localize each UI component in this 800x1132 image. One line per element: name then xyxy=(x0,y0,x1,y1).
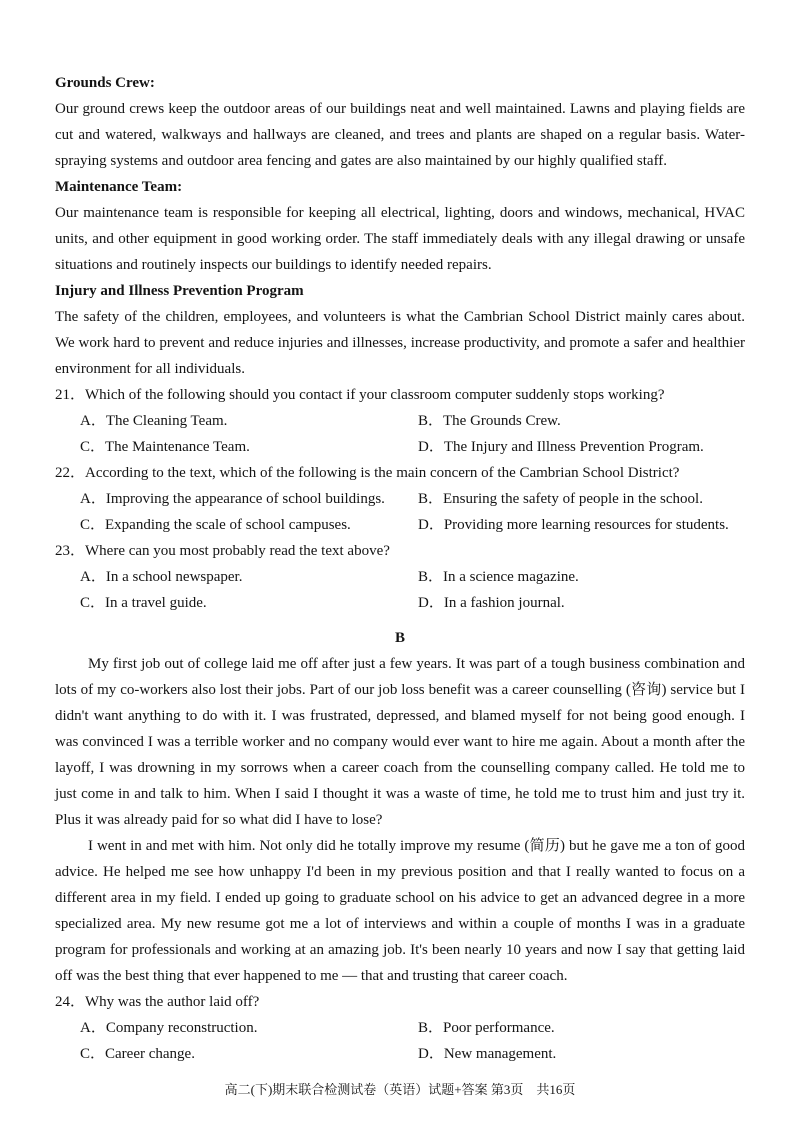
question-24-options-row-2 xyxy=(55,1041,745,1067)
option-label: B． xyxy=(418,413,444,429)
passage-a-heading-maintenance-team: Maintenance Team: xyxy=(55,179,183,195)
question-23-option-b xyxy=(418,564,745,590)
question-24 xyxy=(55,989,745,1067)
passage-a-body-maintenance-team: Our maintenance team is responsible for keeping all electrical, lighting, doors and windows, mechanical, HVAC units, and other equipment in good working order. The staff immediately deals with any illegal drawing or unsafe situations and routinely inspects our buildings to identify needed repairs. xyxy=(55,205,745,273)
question-23-option-d xyxy=(418,590,745,616)
question-21-options-row-1 xyxy=(55,408,745,434)
question-24-options-row-1 xyxy=(55,1015,745,1041)
question-21 xyxy=(55,382,745,460)
passage-a-heading-injury-program: Injury and Illness Prevention Program xyxy=(55,283,304,299)
question-22-options-row-1 xyxy=(55,486,745,512)
option-label: A． xyxy=(80,569,106,585)
option-label: C． xyxy=(80,517,106,533)
option-text: The Grounds Crew. xyxy=(443,413,561,429)
question-24-option-b xyxy=(418,1015,745,1041)
question-24-text: Why was the author laid off? xyxy=(85,994,260,1010)
question-21-options-row-2 xyxy=(55,434,745,460)
option-label: A． xyxy=(80,491,106,507)
question-21-option-a xyxy=(55,408,418,434)
passage-b xyxy=(55,625,745,989)
option-text: Poor performance. xyxy=(443,1020,555,1036)
question-22-text: According to the text, which of the following is the main concern of the Cambrian School District? xyxy=(85,465,680,481)
question-23-options-row-2 xyxy=(55,590,745,616)
question-23-stem xyxy=(55,538,745,564)
passage-a-body-grounds-crew: Our ground crews keep the outdoor areas of our buildings neat and well maintained. Lawns and playing fields are cut and watered, walkways and hallways are cleaned, and trees and plants are shaped on a regular basis. Water-spraying systems and outdoor area fencing and gates are also maintained by our highly qualified staff. xyxy=(55,101,745,169)
option-text: New management. xyxy=(443,1046,557,1062)
option-label: D． xyxy=(418,1046,444,1062)
option-text: In a school newspaper. xyxy=(105,569,243,585)
option-label: B． xyxy=(418,569,444,585)
option-text: The Maintenance Team. xyxy=(105,439,250,455)
question-22-option-b xyxy=(418,486,745,512)
question-23-options-row-1 xyxy=(55,564,745,590)
question-21-option-d xyxy=(418,434,745,460)
option-label: A． xyxy=(80,1020,106,1036)
option-label: D． xyxy=(418,595,444,611)
option-label: C． xyxy=(80,595,106,611)
question-24-number: 24． xyxy=(55,994,86,1010)
option-label: C． xyxy=(80,1046,106,1062)
question-21-text: Which of the following should you contact if your classroom computer suddenly stops working? xyxy=(85,387,665,403)
option-text: The Injury and Illness Prevention Program. xyxy=(443,439,704,455)
question-22-stem xyxy=(55,460,745,486)
question-23-number: 23． xyxy=(55,543,86,559)
option-label: C． xyxy=(80,439,106,455)
question-24-stem xyxy=(55,989,745,1015)
option-text: Company reconstruction. xyxy=(105,1020,258,1036)
option-label: D． xyxy=(418,517,444,533)
passage-b-paragraph-2: I went in and met with him. Not only did he totally improve my resume (简历) but he gave me a ton of good advice. He helped me see how unhappy I'd been in my previous position and that I really wanted to focus on a different area in my field. I ended up going to graduate school on his advice to get an advanced degree in a more specialized area. My new resume got me a lot of interviews and within a couple of months I was in a graduate program for professionals and working at an amazing job. It's been nearly 10 years and now I say that getting laid off was the best thing that ever happened to me — that and trusting that career coach. xyxy=(55,838,745,984)
question-23-text: Where can you most probably read the text above? xyxy=(85,543,390,559)
option-text: Ensuring the safety of people in the school. xyxy=(443,491,703,507)
question-22-number: 22． xyxy=(55,465,86,481)
option-label: B． xyxy=(418,1020,444,1036)
passage-b-paragraph-1: My first job out of college laid me off after just a few years. It was part of a tough business combination and lots of my co-workers also lost their jobs. Part of our job loss benefit was a career counselling (咨询) service but I didn't want anything to do with it. I was frustrated, depressed, and blamed myself for not being good enough. I was convinced I was a terrible worker and no company would ever want to hire me again. About a month after the layoff, I was drowning in my sorrows when a career coach from the counselling company called. He told me to just come in and talk to him. When I said I thought it was a waste of time, he told me to trust him and just try it. Plus it was already paid for so what did I have to lose? xyxy=(55,656,745,828)
passage-b-heading: B xyxy=(394,630,405,646)
question-24-option-a xyxy=(55,1015,418,1041)
question-23 xyxy=(55,538,745,616)
question-22-option-c xyxy=(55,512,418,538)
question-21-number: 21． xyxy=(55,387,86,403)
option-text: Career change. xyxy=(105,1046,195,1062)
question-24-option-d xyxy=(418,1041,745,1067)
option-label: D． xyxy=(418,439,444,455)
page-footer: 高二(下)期末联合检测试卷（英语）试题+答案 第3页 共16页 xyxy=(224,1082,576,1097)
passage-a xyxy=(55,70,745,382)
option-text: Improving the appearance of school buildings. xyxy=(105,491,385,507)
option-label: B． xyxy=(418,491,444,507)
question-22-options-row-2 xyxy=(55,512,745,538)
question-21-option-b xyxy=(418,408,745,434)
option-text: In a travel guide. xyxy=(105,595,207,611)
question-23-option-a xyxy=(55,564,418,590)
option-text: In a science magazine. xyxy=(443,569,579,585)
question-23-option-c xyxy=(55,590,418,616)
question-22-option-d xyxy=(418,512,745,538)
option-text: The Cleaning Team. xyxy=(105,413,228,429)
question-22 xyxy=(55,460,745,538)
option-label: A． xyxy=(80,413,106,429)
passage-a-heading-grounds-crew: Grounds Crew: xyxy=(55,75,155,91)
question-24-option-c xyxy=(55,1041,418,1067)
option-text: Providing more learning resources for students. xyxy=(443,517,729,533)
option-text: Expanding the scale of school campuses. xyxy=(105,517,351,533)
question-22-option-a xyxy=(55,486,418,512)
passage-a-body-injury-program: The safety of the children, employees, and volunteers is what the Cambrian School District mainly cares about. We work hard to prevent and reduce injuries and illnesses, increase productivity, and promote a safer and healthier environment for all individuals. xyxy=(55,309,745,377)
question-21-stem xyxy=(55,382,745,408)
question-21-option-c xyxy=(55,434,418,460)
option-text: In a fashion journal. xyxy=(443,595,565,611)
